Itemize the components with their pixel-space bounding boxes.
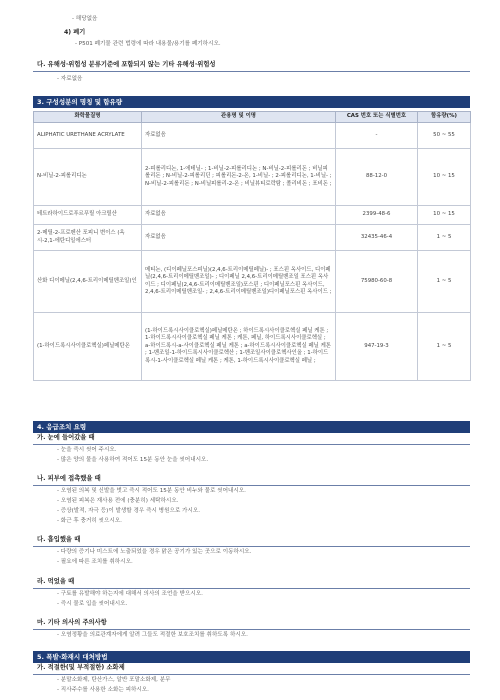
eye-line: - 많은 양의 물을 사용하여 적어도 15분 동안 눈을 씻어내시오. (57, 457, 209, 463)
cas-number: 32435-46-4 (336, 225, 418, 251)
chemical-name: N-비닐-2-피롤리디논 (34, 149, 142, 206)
table-row (34, 206, 471, 225)
inhale-line: - 필요에 따른 조치를 취하시오. (57, 559, 133, 565)
chemical-name: 산화 디이메닐(2,4,6-트리이메틸벤조일)인 (34, 251, 142, 313)
skin-line: - 오염된 의복 및 신발을 벗고 즉시 적어도 15분 동안 비누와 물로 씻어내시오. (57, 488, 246, 494)
table-row (34, 225, 471, 251)
disposal-text: - P501 폐기물 관련 법령에 따라 내용물/용기를 폐기하시오. (75, 41, 221, 47)
cas-number: - (336, 123, 418, 149)
section4-title: 4. 응급조치 요령 (37, 422, 87, 431)
extinguish-line: - 분말소화제, 탄산가스, 알반 포말소화제, 분무 (57, 677, 171, 683)
other-hazards-text: - 자료없음 (57, 76, 83, 82)
content: 10 ~ 15 (418, 149, 471, 206)
chemical-name: (1-하이드록시사이클로헥실)페닐메탄온 (34, 313, 142, 381)
col-chemical-name: 화학물질명 (34, 112, 142, 123)
table-row (34, 313, 471, 381)
content: 50 ~ 55 (418, 123, 471, 149)
section5-header (33, 651, 470, 663)
col-content: 함유량(%) (418, 112, 471, 123)
cas-number: 75980-60-8 (336, 251, 418, 313)
other-hazards-header (33, 60, 470, 72)
alias: 2-피롤리디논, 1-에테닐- ; 1-비닐-2-피롤리디논 ; N-비닐-2-피롤리돈 ; 비닐피롤리돈 ; N-비닐-2-피롤리딘 ; 피롤리돈-2-온, 1-비닐- ; 2-피롤리디논, 1-비닐- ; N-비닐-2-피롤리돈 ; N-비닐피롤리-2-온 ; 비닐뷰티로락탐 ; 폴리비돈 ; 포비돈 ; (142, 149, 336, 206)
table-row (34, 123, 471, 149)
eye-header (33, 433, 470, 445)
section5-title: 5. 폭발·화재시 대처방법 (37, 652, 108, 661)
skin-header (33, 474, 470, 486)
composition-header-row (34, 112, 471, 123)
cas-number: 947-19-3 (336, 313, 418, 381)
other-hazards-title: 다. 유해성·위험성 분류기준에 포함되지 않는 기타 유해성·위험성 (37, 61, 216, 68)
content: 1 ~ 5 (418, 313, 471, 381)
section3-title: 3. 구성성분의 명칭 및 함유량 (37, 97, 123, 106)
cas-number: 2399-48-6 (336, 206, 418, 225)
table-row (34, 149, 471, 206)
skin-title: 나. 피부에 접촉했을 때 (37, 475, 101, 482)
skin-line: - 화근 후 충거히 씻으시오. (57, 518, 122, 524)
inhale-line: - 다량의 증기나 미스트에 노출되었을 경우 맑은 공기가 있는 곳으로 이동하시오. (57, 549, 252, 555)
section3-header (33, 96, 470, 108)
cas-number: 88-12-0 (336, 149, 418, 206)
col-alias: 관용명 및 이명 (142, 112, 336, 123)
extinguish-title: 가. 적절한(및 부적절한) 소화제 (37, 664, 125, 671)
chemical-name: 테트라하이드로푸르푸릴 아크릴산 (34, 206, 142, 225)
table-row (34, 251, 471, 313)
doctor-title: 마. 기타 의사의 주의사항 (37, 619, 107, 626)
ingest-line: - 즉시 물로 입을 씻어내시오. (57, 601, 128, 607)
ingest-line: - 구토를 유발해야 하는지에 대해서 의사의 조언을 받으시오. (57, 591, 203, 597)
eye-line: - 눈을 즉시 씻어 주시오. (57, 447, 117, 453)
content: 1 ~ 5 (418, 225, 471, 251)
alias: 메티논, (디이페닐포스피닐)(2,4,6-트리이메틸페닐)- ; 포스핀 옥사이드, 디이페닐(2,4,6-트리이메틸벤조일)- ; 디이페닐 2,4,6-트리이메틸벤조일 포스핀 옥사이드 ; 디이페닐(2,4,6-트리이메틸벤조일)포스핀 ; 디이페닐포스핀 옥사이드, 2,4,6-트리이메틸벤조일- ; 2,4,6-트리이메틸벤조일)디이페닐포스핀 옥사이드 ; (142, 251, 336, 313)
content: 1 ~ 5 (418, 251, 471, 313)
no-data-line: - 해당없음 (72, 16, 98, 22)
doctor-line: - 오염정황을 의료관계자에게 알려 그들도 적절한 보호조치를 취하도록 하시오. (57, 632, 248, 638)
ingest-title: 라. 먹었을 때 (37, 578, 75, 585)
alias: (1-하이드록시사이클로헥실)페닐메탄온 ; 하이드록시사이클로헥실 페닐 케톤 ; 1-하이드록시사이클로헥실 페닐 케톤 ; 케톤, 페닐, 하이드록시사이클로헥실 ; a-하이드록시-a-사이클로헥실 페닐 케톤 ; a-하이드록시사이클로헥실 페닐 케톤 ; 1-벤조일-1-하이드록시사이클로헥산 ; 1-벤조일사이클로헥사인올 ; 1-하이드록시-1-사이클로헥실 페닐 케톤 ; 케톤, 1-하이드록시사이클로헥실 페닐 ; (142, 313, 336, 381)
chemical-name: ALIPHATIC URETHANE ACRYLATE (34, 123, 142, 149)
col-cas: CAS 번호 또는 식별번호 (336, 112, 418, 123)
composition-table (33, 111, 471, 381)
extinguish-header (33, 663, 470, 675)
section4-header (33, 421, 470, 433)
ingest-header (33, 577, 470, 589)
chemical-name: 2-메틸-2-프로펜산 포피니 변이스 (옥시-2,1-에탄디일에스터 (34, 225, 142, 251)
inhale-header (33, 535, 470, 547)
extinguish-line: - 직사주수를 사용한 소화는 피하시오. (57, 687, 149, 693)
doctor-header (33, 618, 470, 630)
eye-title: 가. 눈에 들어갔을 때 (37, 434, 95, 441)
content: 10 ~ 15 (418, 206, 471, 225)
alias: 자료없음 (142, 225, 336, 251)
alias: 자료없음 (142, 123, 336, 149)
disposal-title: 4) 폐기 (64, 29, 86, 36)
inhale-title: 다. 흡입했을 때 (37, 536, 81, 543)
skin-line: - 오염된 피복은 재사용 전에 (충분히) 세탁하시오. (57, 498, 179, 504)
skin-line: - 증상(발적, 자극 등)이 발생할 경우 즉시 병원으로 가시오. (57, 508, 201, 514)
alias: 자료없음 (142, 206, 336, 225)
